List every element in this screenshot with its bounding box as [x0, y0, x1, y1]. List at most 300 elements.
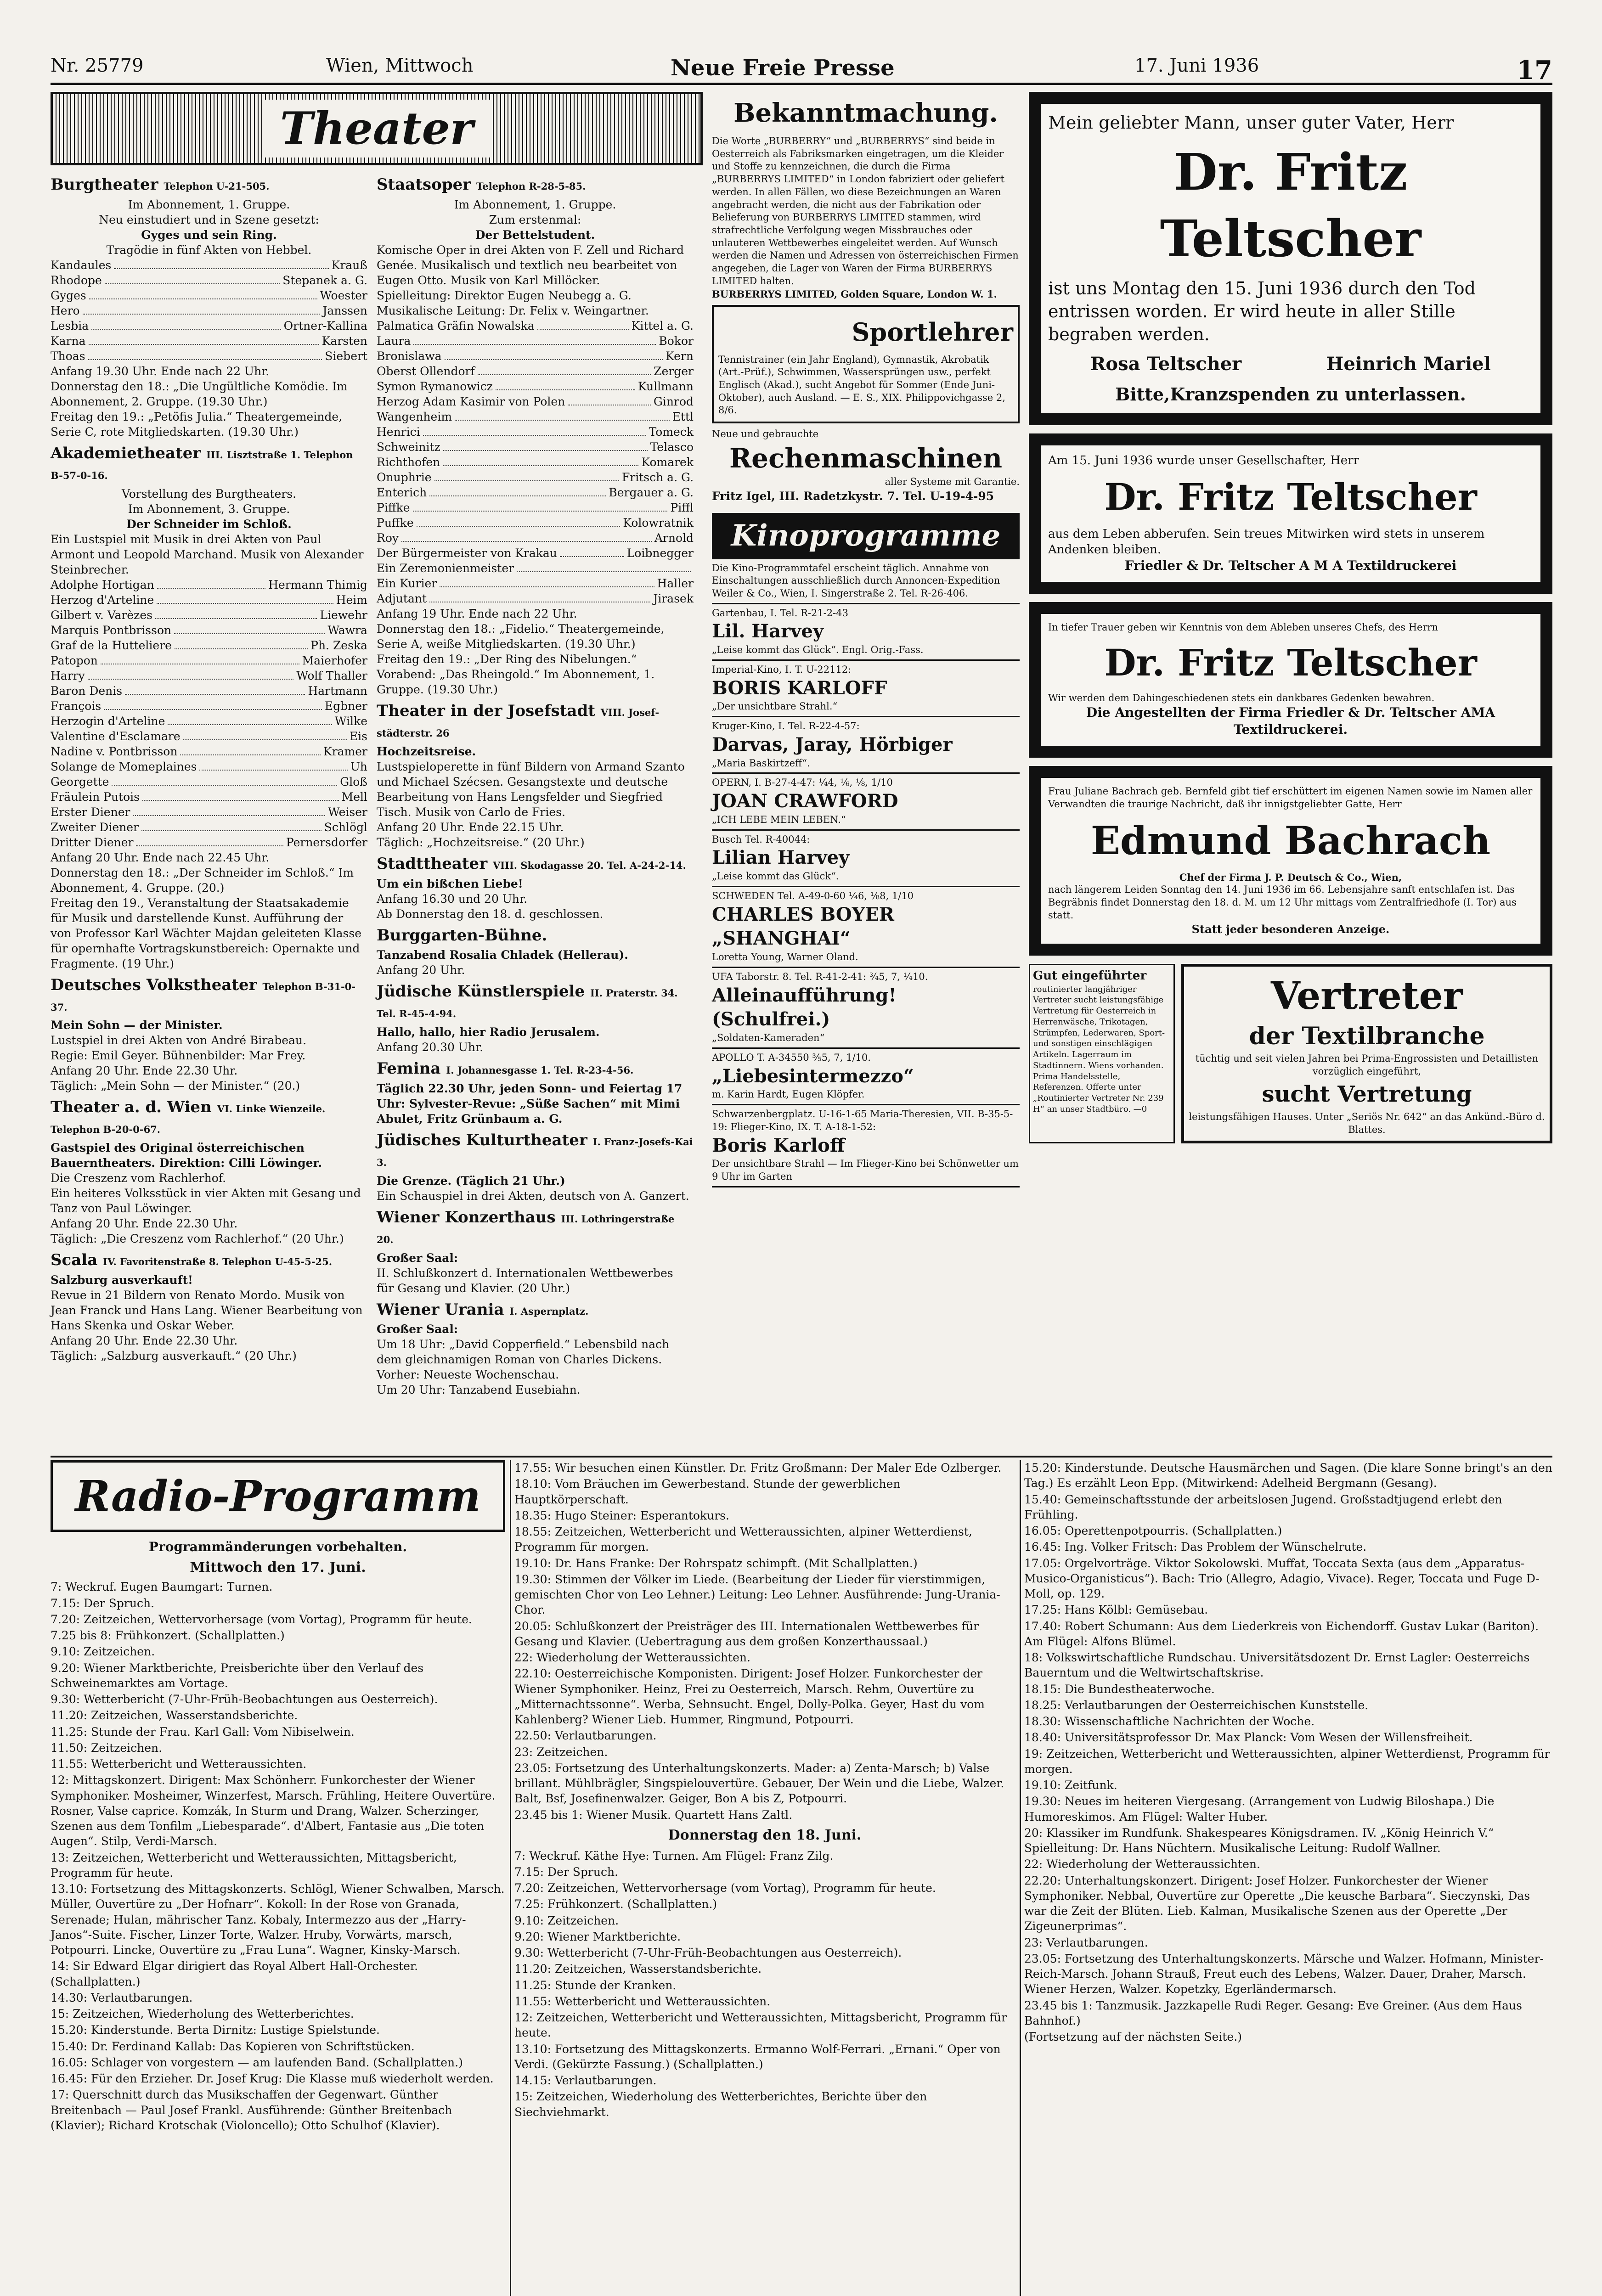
- radio-item: 18.30: Wissenschaftliche Nachrichten der Woche.: [1024, 1715, 1315, 1728]
- volkstheater-block: [51, 975, 367, 1094]
- radio-item: 17.25: Hans Kölbl: Gemüsebau.: [1024, 1603, 1208, 1617]
- text-line: Anfang 20 Uhr. Ende nach 22.45 Uhr.: [51, 850, 270, 864]
- radio-column-2: [514, 1460, 1015, 2296]
- cast-role: Herzog Adam Kasimir von Polen: [377, 394, 565, 408]
- dot-leader: [199, 759, 347, 771]
- dot-leader: [434, 470, 619, 481]
- text-line: Ein Lustspiel mit Musik in drei Akten von Paul Armont und Leopold Marchand. Musik von Alexander Steinbrecher.: [51, 532, 364, 576]
- cast-actor: Hartmann: [308, 684, 367, 698]
- cast-row: [377, 333, 694, 349]
- cast-row: [51, 653, 367, 668]
- cast-role: Kandaules: [51, 258, 112, 272]
- cast-row: [51, 744, 367, 759]
- venue-tel: VIII. Josefstädterstr. 26: [377, 706, 660, 739]
- stadttheater-block: [377, 854, 694, 922]
- theater-header: Theater: [51, 92, 703, 165]
- dot-leader: [455, 409, 670, 421]
- cast-role: Schweinitz: [377, 440, 440, 454]
- radio-item: 9.10: Zeitzeichen.: [514, 1913, 619, 1927]
- dot-leader: [174, 623, 325, 634]
- dot-leader: [440, 576, 654, 587]
- radio-day-thursday: Donnerstag den 18. Juni.: [668, 1827, 862, 1843]
- cast-role: Der Bürgermeister von Krakau: [377, 546, 557, 560]
- venue-tel: VIII. Skodagasse 20. Tel. A-24-2-14.: [492, 859, 686, 871]
- burgtheater-cast: [51, 258, 367, 364]
- radio-item: 7: Weckruf. Eugen Baumgart: Turnen.: [51, 1580, 273, 1594]
- dot-leader: [568, 394, 651, 405]
- venue-tel: I. Franz-Josefs-Kai 3.: [377, 1136, 693, 1168]
- venue-title: [377, 981, 694, 1023]
- cast-role: Wangenheim: [377, 410, 452, 423]
- radio-item: 23.45 bis 1: Tanzmusik. Jazzkapelle Rudi Reger. Gesang: Eve Greiner. (Aus dem Haus Bahnhof.): [1024, 1998, 1522, 2027]
- radio-item: 11.50: Zeitzeichen.: [51, 1741, 163, 1755]
- kino-film-title: CHARLES BOYER „SHANGHAI“: [712, 903, 895, 950]
- cast-role: Baron Denis: [51, 684, 123, 698]
- cast-row: [51, 774, 367, 789]
- cast-role: Lesbia: [51, 319, 89, 332]
- cast-row: [51, 835, 367, 850]
- dot-leader: [180, 744, 321, 755]
- akademie-title: Akademietheater III. Lisztstraße 1. Telephon B-57-0-16.: [51, 444, 353, 481]
- cast-actor: Schlögl: [324, 820, 367, 834]
- radio-item: 7.20: Zeitzeichen, Wettervorhersage (vom Vortag), Programm für heute.: [514, 1881, 936, 1895]
- dot-leader: [413, 333, 656, 345]
- cast-row: [51, 638, 367, 653]
- cast-role: Hero: [51, 304, 80, 317]
- kino-film-title: BORIS KARLOFF: [712, 677, 887, 699]
- akademie-cast: [51, 577, 367, 850]
- job-text: routinierter langjähriger Vertreter sucht leistungsfähige Vertretung für Oesterreich in Herrenwäsche, Trikotagen, Strümpfen, Lederwaren, Sport- und sonstigen einschlägigen Artikeln. Lagerraum im Stadtinnern. Wiens vorhanden. Prima Handelsstelle, Referenzen. Offerte unter „Routinierter Vertreter Nr. 239 H“ an unser Stadtbüro. —0: [1033, 984, 1165, 1114]
- cast-row: [377, 394, 694, 409]
- notice-intro: Am 15. Juni 1936 wurde unser Gesellschafter, Herr: [1048, 453, 1359, 467]
- radio-item: 18.25: Verlautbarungen der Oesterreichischen Kunststelle.: [1024, 1698, 1369, 1712]
- text-line: Anfang 20 Uhr. Ende 22.30 Uhr.: [51, 1064, 238, 1078]
- kino-extra: „Soldaten-Kameraden“: [712, 1032, 825, 1044]
- cast-actor: Ettl: [672, 410, 694, 423]
- text-line: Um ein bißchen Liebe!: [377, 877, 523, 890]
- death-notice-2: [1029, 433, 1552, 594]
- theater-section: [51, 92, 703, 1451]
- text-line: Um 20 Uhr: Tanzabend Eusebiahn.: [377, 1383, 581, 1397]
- cast-role: Valentine d'Esclamare: [51, 729, 181, 743]
- kino-cinema: OPERN, I. B-27-4-47: ¼4, ⅙, ⅛, 1/10: [712, 777, 893, 788]
- cast-row: [377, 530, 694, 546]
- page-number: 17: [1517, 55, 1552, 85]
- cast-actor: Arnold: [654, 531, 694, 545]
- radio-item: 19: Zeitzeichen, Wetterbericht und Wetteraussichten, alpiner Wetterdienst, Programm für morgen.: [1024, 1747, 1550, 1776]
- kino-film-title: Lil. Harvey: [712, 620, 824, 642]
- radio-item: 15.20: Kinderstunde. Berta Dirnitz: Lustige Spielstunde.: [51, 2023, 380, 2037]
- text-line: Die Creszenz vom Rachlerhof.: [51, 1171, 226, 1185]
- radio-item: 11.25: Stunde der Kranken.: [514, 1978, 677, 1992]
- bekanntmachung-signature: BURBERRYS LIMITED, Golden Square, London W. 1.: [712, 288, 997, 300]
- text-line: Donnerstag den 18.: „Fidelio.“ Theatergemeinde, Serie A, weiße Mitgliedskarten. (19.30 Uhr.): [377, 622, 665, 651]
- cast-actor: Jirasek: [653, 591, 694, 605]
- radio-item: 17.40: Robert Schumann: Aus dem Liederkreis von Eichendorff. Gustav Lukar (Bariton). Am Flügel: Alfons Blümel.: [1024, 1619, 1539, 1648]
- burgtheater-title: Burgtheater Telephon U-21-505.: [51, 175, 270, 194]
- dot-leader: [168, 714, 332, 725]
- scala-block: [51, 1250, 367, 1363]
- kino-entry: [712, 1049, 1020, 1105]
- kino-extra: Der unsichtbare Strahl — Im Flieger-Kino bei Schönwetter um 9 Uhr im Garten: [712, 1158, 1019, 1182]
- cast-row: [377, 424, 694, 439]
- play-title: Der Schneider im Schloß.: [126, 517, 292, 531]
- text-line: Ein Schauspiel in drei Akten, deutsch von A. Ganzert.: [377, 1189, 689, 1203]
- radio-item: 12: Mittagskonzert. Dirigent: Max Schönherr. Funkorchester der Wiener Symphoniker. Mosheimer, Winzerfest, Marsch. Frühling, Heitere Ouvertüre. Rosner, Valse caprice. Komzák, In Sturm und Drang, Walzer. Scherzinger, Szenen aus dem Tonfilm „Liebesparade“. d'Albert, Fantasie aus „Die toten Augen“. Stilp, Verdi-Marsch.: [51, 1773, 496, 1848]
- radio-subtitle: Programmänderungen vorbehalten.: [148, 1539, 407, 1555]
- radio-item: 13.10: Fortsetzung des Mittagskonzerts. Ermanno Wolf-Ferrari. „Ernani.“ Oper von Verdi. (Gekürzte Fassung.) (Schallplatten.): [514, 2042, 1001, 2071]
- text-line: Täglich: „Hochzeitsreise.“ (20 Uhr.): [377, 835, 585, 849]
- cast-row: [51, 683, 367, 698]
- notice-note: Bitte,Kranzspenden zu unterlassen.: [1115, 383, 1466, 405]
- cast-role: Herzog d'Arteline: [51, 593, 154, 607]
- cast-role: Dritter Diener: [51, 835, 134, 849]
- text-line: Täglich: „Die Creszenz vom Rachlerhof.“ (20 Uhr.): [51, 1232, 344, 1246]
- cast-row: [377, 500, 694, 515]
- text-line: Tanzabend Rosalia Chladek (Hellerau).: [377, 948, 628, 962]
- cast-row: [377, 546, 694, 561]
- dot-leader: [478, 364, 651, 375]
- kino-entry: [712, 661, 1020, 717]
- akademie-footer: [51, 850, 367, 971]
- staatsoper-footer: [377, 606, 694, 697]
- cast-role: Roy: [377, 531, 399, 545]
- cast-actor: Ginrod: [653, 394, 694, 408]
- radio-item: 11.25: Stunde der Frau. Karl Gall: Vom Nibiselwein.: [51, 1725, 355, 1739]
- cast-role: Palmatica Gräfin Nowalska: [377, 319, 535, 332]
- kino-entry: [712, 831, 1020, 887]
- radio-item: 23.05: Fortsetzung des Unterhaltungskonzerts. Märsche und Walzer. Hofmann, Minister-Reich-Marsch. Johann Strauß, Freut euch des Lebens, Walzer. Dauer, Draher, Marsch. Wiener Herzen, Walzer. Kopetzky, Egerländermarsch.: [1024, 1952, 1544, 1996]
- rechen-address: Fritz Igel, III. Radetzkystr. 7. Tel. U-19-4-95: [712, 490, 994, 503]
- vertreter-title: Vertreter: [1271, 974, 1463, 1019]
- text-line: Freitag den 19.: „Der Ring des Nibelungen.“ Vorabend: „Das Rheingold.“ Im Abonnement, 1. Gruppe. (19.30 Uhr.): [377, 652, 655, 696]
- radio-header: Radio-Programm: [51, 1460, 505, 1532]
- radio-item: 16.45: Für den Erzieher. Dr. Josef Krug: Die Klasse muß wiederholt werden.: [51, 2072, 494, 2086]
- text-line: Anfang 19 Uhr. Ende nach 22 Uhr.: [377, 607, 577, 620]
- dot-leader: [496, 379, 635, 390]
- cast-actor: Telasco: [650, 440, 694, 454]
- radio-item: 15: Zeitzeichen, Wiederholung des Wetterberichtes.: [51, 2007, 354, 2021]
- radio-item: 17.05: Orgelvorträge. Viktor Sokolowski. Muffat, Toccata Sexta (aus dem „Apparatus-Musico-Organisticus“). Bach: Trio (Allegro, Adagio, Vivace). Reger, Toccata und Fuge D-Moll, op. 129.: [1024, 1556, 1540, 1600]
- radio-item: 19.10: Dr. Hans Franke: Der Rohrspatz schimpft. (Mit Schallplatten.): [514, 1556, 918, 1570]
- cast-row: [377, 379, 694, 394]
- radio-item: 15.40: Dr. Ferdinand Kallab: Das Kopieren von Schriftstücken.: [51, 2039, 415, 2053]
- venue-title: [377, 925, 694, 946]
- cast-actor: Piffl: [670, 501, 694, 514]
- cast-role: Fräulein Putois: [51, 790, 140, 804]
- konzerthaus-block: [377, 1207, 694, 1296]
- text-line: Vorstellung des Burgtheaters.: [122, 487, 296, 501]
- radio-item: 22.20: Unterhaltungskonzert. Dirigent: Josef Holzer. Funkorchester der Wiener Symphoniker. Nebbal, Ouvertüre zur Operette „Die keusche Barbara“. Sieczynski, Das war die Zeit der Blüten. Lieb. Kalman, Musikalische Szenen aus der Operette „Der Zigeunerprimas“.: [1024, 1874, 1530, 1933]
- venue-tel: IV. Favoritenstraße 8. Telephon U-45-5-25.: [103, 1256, 333, 1268]
- radio-item: 16.45: Ing. Volker Fritsch: Das Problem der Wünschelrute.: [1024, 1540, 1367, 1554]
- cast-row: [377, 409, 694, 424]
- cast-actor: Mell: [341, 790, 367, 804]
- radio-item: 15.20: Kinderstunde. Deutsche Hausmärchen und Sagen. (Die klare Sonne bringt's an den Tag.) Es erzählt Leon Epp. (Mitwirkend: Adelheid Bergmann (Gesang).: [1024, 1461, 1553, 1490]
- notice-signature: Heinrich Mariel: [1326, 353, 1491, 375]
- text-line: Salzburg ausverkauft!: [51, 1273, 193, 1287]
- kino-cinema: UFA Taborstr. 8. Tel. R-41-2-41: ¾5, 7, ¼10.: [712, 971, 928, 982]
- radio-item: 7.25: Frühkonzert. (Schallplatten.): [514, 1897, 717, 1911]
- radio-item: 7.20: Zeitzeichen, Wettervorhersage (vom Vortag), Programm für heute.: [51, 1612, 472, 1626]
- kino-film-title: Lilian Harvey: [712, 847, 850, 869]
- cast-row: [51, 349, 367, 364]
- text-line: Anfang 20.30 Uhr.: [377, 1041, 484, 1054]
- text-line: Ein heiteres Volksstück in vier Akten mit Gesang und Tanz von Paul Löwinger.: [51, 1187, 361, 1216]
- column-rule: [1020, 1460, 1021, 2296]
- burgtheater-footer: [51, 364, 367, 439]
- cast-actor: Zerger: [654, 364, 694, 378]
- radio-item: 7.15: Der Spruch.: [514, 1865, 619, 1879]
- radio-item: 9.20: Wiener Marktberichte.: [514, 1930, 681, 1943]
- kino-film-title: Darvas, Jaray, Hörbiger: [712, 733, 953, 755]
- dot-leader: [401, 530, 652, 542]
- radio-item: 9.30: Wetterbericht (7-Uhr-Früh-Beobachtungen aus Oesterreich).: [51, 1693, 438, 1706]
- cast-role: Richthofen: [377, 455, 440, 469]
- dot-leader: [136, 835, 283, 846]
- kino-extra: „Leise kommt das Glück“. Engl. Orig.-Fass.: [712, 644, 924, 656]
- cast-actor: Woester: [320, 288, 367, 302]
- notice-text: nach längerem Leiden Sonntag den 14. Juni 1936 im 66. Lebensjahre sanft entschlafen ist. Das Begräbnis findet Donnerstag den 18. d. M. um 12 Uhr mittags vom Zentralfriedhofe (I. Tor) aus statt.: [1048, 884, 1517, 921]
- cast-role: Solange de Momeplaines: [51, 760, 197, 773]
- kino-film-title: Alleinaufführung! (Schulfrei.): [712, 984, 897, 1030]
- text-line: Im Abonnement, 1. Gruppe.: [128, 197, 290, 211]
- radio-item: 16.05: Operettenpotpourris. (Schallplatten.): [1024, 1524, 1282, 1537]
- cast-role: Karna: [51, 334, 86, 348]
- kino-extra: Loretta Young, Warner Oland.: [712, 951, 858, 963]
- dot-leader: [89, 333, 319, 345]
- radio-item: 23.45 bis 1: Wiener Musik. Quartett Hans Zaltl.: [514, 1808, 793, 1822]
- cast-role: Laura: [377, 334, 411, 348]
- cast-actor: Kern: [666, 349, 694, 363]
- kino-cinema: SCHWEDEN Tel. A-49-0-60 ¼6, ⅛8, 1/10: [712, 890, 914, 901]
- theater-right-column: [377, 171, 694, 1397]
- job-ads-row: [1029, 964, 1552, 1143]
- text-line: Täglich 22.30 Uhr, jeden Sonn- und Feiertag 17 Uhr: Sylvester-Revue: „Süße Sachen“ mit Mimi Abulet, Fritz Grünbaum a. G.: [377, 1082, 683, 1125]
- radio-item: 15: Zeitzeichen, Wiederholung des Wetterberichtes, Berichte über den Siechviehmarkt.: [514, 2090, 927, 2119]
- cast-row: [51, 258, 367, 273]
- text-line: Die Grenze. (Täglich 21 Uhr.): [377, 1174, 565, 1187]
- cast-row: [51, 273, 367, 288]
- venue-name: Theater in der Josefstadt: [377, 701, 595, 720]
- radio-item: 11.20: Zeitzeichen, Wasserstandsberichte.: [514, 1962, 762, 1976]
- kino-header: Kinoprogramme: [712, 513, 1020, 559]
- cast-actor: Hermann Thimig: [268, 578, 367, 591]
- kino-entry: [712, 774, 1020, 830]
- cast-role: Gyges: [51, 288, 86, 302]
- text-line: Großer Saal:: [377, 1322, 458, 1336]
- dot-leader: [101, 653, 299, 664]
- cast-actor: Bokor: [659, 334, 694, 348]
- dot-leader: [443, 455, 638, 466]
- notice-signature: Friedler & Dr. Teltscher A M A Textildruckerei: [1124, 558, 1457, 574]
- dot-leader: [413, 500, 668, 512]
- text-line: Freitag den 19., Veranstaltung der Staatsakademie für Musik und darstellende Kunst. Aufführung der von Professor Karl Wächter Majdan geleiteten Klasse für opernhafte Vortragskunstbereich: Opernakte und Fragmente. (19 Uhr.): [51, 896, 362, 970]
- radio-item: 16.05: Schlager von vorgestern — am laufenden Band. (Schallplatten.): [51, 2055, 463, 2069]
- dot-leader: [175, 638, 308, 649]
- text-line: Freitag den 19.: „Petöfis Julia.“ Theatergemeinde, Serie C, rote Mitgliedskarten. (19.30 Uhr.): [51, 410, 343, 439]
- cast-actor: Loibnegger: [626, 546, 694, 560]
- radio-item: 14: Sir Edward Elgar dirigiert das Royal Albert Hall-Orchester. (Schallplatten.): [51, 1959, 418, 1988]
- venue-title: [51, 975, 367, 1016]
- radio-item: 7.15: Der Spruch.: [51, 1596, 155, 1610]
- cast-row: [51, 668, 367, 683]
- kino-entry: [712, 604, 1020, 661]
- sportlehrer-text: Tennistrainer (ein Jahr England), Gymnastik, Akrobatik (Art.-Prüf.), Schwimmen, Wassersprüngen usw., perfekt Englisch (Akad.), sucht Angebot für Sommer (Ende Juni-Oktober), auch Ausland. — E. S., XIX. Philippovichgasse 2, 8/6.: [718, 354, 1005, 416]
- text-line: Donnerstag den 18.: „Der Schneider im Schloß.“ Im Abonnement, 4. Gruppe. (20.): [51, 866, 354, 895]
- venue-tel: II. Praterstr. 34. Tel. R-45-4-94.: [377, 987, 678, 1020]
- radio-item: 20.05: Schlußkonzert der Preisträger des III. Internationalen Wettbewerbes für Gesang und Klavier. (Uebertragung aus dem großen Konzerthaussaal.): [514, 1619, 979, 1648]
- kino-intro: Die Kino-Programmtafel erscheint täglich. Annahme von Einschaltungen ausschließlich durch Annoncen-Expedition Weiler & Co., Wien, I. Singerstraße 2. Tel. R-26-406.: [712, 559, 1020, 604]
- radio-item: 18.10: Vom Bräuchen im Gewerbestand. Stunde der gewerblichen Hauptkörperschaft.: [514, 1477, 901, 1506]
- dot-leader: [429, 591, 650, 602]
- notice-name: Dr. Fritz Teltscher: [1160, 142, 1421, 269]
- dot-leader: [429, 485, 606, 496]
- job-ad: [1029, 964, 1175, 1143]
- radio-item: 7: Weckruf. Käthe Hye: Turnen. Am Flügel: Franz Zilg.: [514, 1849, 834, 1863]
- theater-an-der-wien-block: [51, 1097, 367, 1246]
- radio-item: (Fortsetzung auf der nächsten Seite.): [1024, 2030, 1242, 2043]
- venue-name: Wiener Konzerthaus: [377, 1208, 556, 1227]
- dot-leader: [560, 546, 624, 557]
- cast-actor: Gloß: [340, 775, 367, 788]
- cast-role: Zweiter Diener: [51, 820, 139, 834]
- cast-actor: Uh: [350, 760, 367, 773]
- kino-cinema: Busch Tel. R-40044:: [712, 833, 810, 845]
- death-notice-4: [1029, 766, 1552, 956]
- radio-day-wednesday: Mittwoch den 17. Juni.: [190, 1559, 366, 1576]
- cast-row: [51, 608, 367, 623]
- cast-actor: Liewehr: [320, 608, 367, 622]
- venue-tel: VI. Linke Wienzeile. Telephon B-20-0-67.: [51, 1103, 326, 1136]
- radio-item: 22: Wiederholung der Wetteraussichten.: [1024, 1857, 1260, 1871]
- cast-role: Harry: [51, 669, 85, 682]
- cast-actor: Weiser: [327, 805, 367, 819]
- cast-actor: Haller: [657, 576, 694, 590]
- cast-role: Onuphrie: [377, 470, 432, 484]
- text-line: Im Abonnement, 3. Gruppe.: [128, 502, 290, 516]
- death-notice-1: [1029, 92, 1552, 425]
- radio-item: 13.10: Fortsetzung des Mittagskonzerts. Schlögl, Wiener Schwalben, Marsch. Müller, Ouvertüre zu „Der Hofnarr“. Kokoll: In der Rose von Granada, Serenade; Hulan, mährischer Tanz. Kobaly, Intermezzo aus der „Harry-Janos“-Suite. Fischer, Linzer Torte, Walzer. Hruby, Vorwärts, marsch, Potpourri. Lincke, Ouvertüre zu „Frau Luna“. Wagner, Kinsky-Marsch.: [51, 1882, 505, 1957]
- cast-actor: Kolowratnik: [623, 516, 694, 529]
- dot-leader: [91, 318, 281, 330]
- cast-row: [51, 805, 367, 820]
- cast-role: Henrici: [377, 425, 420, 439]
- cast-row: [51, 318, 367, 333]
- venue-tel: Telephon B-31-0-37.: [51, 980, 356, 1013]
- notice-text: Wir werden dem Dahingeschiedenen stets ein dankbares Gedenken bewahren.: [1048, 692, 1435, 703]
- cast-role: Ein Zeremonienmeister: [377, 561, 514, 575]
- bekanntmachung-text: Die Worte „BURBERRY“ und „BURBERRYS“ sind beide in Oesterreich als Fabriksmarken eingetragen, um die Kleider und Stoffe zu kennzeichnen, die durch die Firma „BURBERRYS LIMITED“ in London fabriziert oder geliefert werden. In allen Fällen, wo diese Bezeichnungen an Waren angebracht werden, die nicht aus der Fabrikation oder Belieferung von BURBERRYS LIMITED stammen, wird strafrechtliche Verfolgung wegen Missbrauches oder unlauteren Wettbewerbes eingeleitet werden. Auf Wunsch werden die Namen und Adressen von österreichischen Firmen angegeben, die Lager von Waren der Firma BURBERRYS LIMITED halten.: [712, 135, 1019, 287]
- cast-row: [377, 515, 694, 530]
- radio-item: 9.10: Zeitzeichen.: [51, 1645, 155, 1659]
- dot-leader: [125, 683, 305, 695]
- bekanntmachung-title: Bekanntmachung.: [733, 98, 998, 128]
- cast-actor: Kittel a. G.: [631, 319, 694, 332]
- cast-row: [377, 455, 694, 470]
- radio-item: 9.30: Wetterbericht (7-Uhr-Früh-Beobachtungen aus Oesterreich).: [514, 1946, 902, 1960]
- venue-tel: I. Johannesgasse 1. Tel. R-23-4-56.: [446, 1064, 634, 1076]
- cast-row: [51, 288, 367, 303]
- dot-leader: [537, 318, 629, 330]
- theater-left-column: [51, 171, 367, 1397]
- text-line: Täglich: „Mein Sohn — der Minister.“ (20.): [51, 1079, 300, 1093]
- cast-role: Erster Diener: [51, 805, 130, 819]
- radio-item: 18.40: Universitätsprofessor Dr. Max Planck: Vom Wesen der Willensfreiheit.: [1024, 1731, 1473, 1745]
- radio-item: 23.05: Fortsetzung des Unterhaltungskonzerts. Mader: a) Zenta-Marsch; b) Valse brillant. Mühlbrägler, Singspielouvertüre. Gebauer, Der Wein und die Liebe, Walzer. Balt, Bsf, Josefinenwalzer. Geiger, Bon A bis Z, Potpourri.: [514, 1761, 1004, 1806]
- dot-leader: [105, 273, 280, 284]
- cast-actor: Siebert: [325, 349, 367, 363]
- radio-item: 18.35: Hugo Steiner: Esperantokurs.: [514, 1508, 729, 1522]
- dot-leader: [445, 349, 663, 360]
- dot-leader: [155, 608, 317, 619]
- staatsoper-cast: [377, 318, 694, 606]
- job-title: Gut eingeführter: [1033, 969, 1147, 983]
- venue-name: Femina: [377, 1059, 441, 1078]
- cast-role: Adolphe Hortigan: [51, 578, 154, 591]
- radio-item: 12: Zeitzeichen, Wetterbericht und Wetteraussichten, Mittagsbericht, Programm für heute.: [514, 2011, 1007, 2040]
- cast-role: Bronislawa: [377, 349, 442, 363]
- burggarten-block: [377, 925, 694, 978]
- notice-intro: In tiefer Trauer geben wir Kenntnis von dem Ableben unseres Chefs, des Herrn: [1048, 622, 1438, 633]
- kino-entry: [712, 968, 1020, 1049]
- dot-leader: [88, 668, 294, 680]
- cast-role: Symon Rymanowicz: [377, 379, 493, 393]
- cast-role: Marquis Pontbrisson: [51, 623, 172, 637]
- dot-leader: [112, 774, 337, 786]
- radio-item: 22.10: Oesterreichische Komponisten. Dirigent: Josef Holzer. Funkorchester der Wiener Symphoniker. Heinz, Frei zu Oesterreich, Marsch. Rehm, Ouvertüre zu „Mitternachtssonne“. Werba, Sehnsucht. Engel, Dolly-Polka. Geyer, Hast du vom Kahlenberg? Wiener Lieb. Hummer, Ringmund, Potpourri.: [514, 1667, 985, 1726]
- notice-text: ist uns Montag den 15. Juni 1936 durch den Tod entrissen worden. Er wird heute in aller Stille begraben werden.: [1048, 278, 1476, 344]
- venue-title: [377, 1058, 694, 1079]
- cast-role: Thoas: [51, 349, 85, 363]
- cast-row: [51, 577, 367, 592]
- femina-block: [377, 1058, 694, 1126]
- venue-title: [51, 1097, 367, 1138]
- radio-item: 18.55: Zeitzeichen, Wetterbericht und Wetteraussichten, alpiner Wetterdienst, Programm für morgen.: [514, 1525, 972, 1554]
- notice-note: Statt jeder besonderen Anzeige.: [1191, 922, 1390, 936]
- text-line: Mein Sohn — der Minister.: [51, 1019, 223, 1032]
- text-line: Lustspieloperette in fünf Bildern von Armand Szanto und Michael Szécsen. Gesangstexte und deutsche Bearbeitung von Hans Lengsfelder und Siegfried Tisch. Musik von Carlo de Fries.: [377, 760, 685, 819]
- venue-title: [377, 1300, 694, 1320]
- radio-item: 23: Verlautbarungen.: [1024, 1936, 1148, 1949]
- radio-item: 11.20: Zeitzeichen, Wasserstandsberichte.: [51, 1709, 298, 1722]
- cast-role: Herzogin d'Arteline: [51, 714, 165, 728]
- city-day: Wien, Mittwoch: [326, 55, 474, 76]
- cast-role: Ein Kurier: [377, 576, 437, 590]
- text-line: Revue in 21 Bildern von Renato Mordo. Musik von Jean Franck und Hans Lang. Wiener Bearbeitung von Hans Skenka und Oskar Weber.: [51, 1289, 363, 1332]
- issue-number: Nr. 25779: [51, 55, 144, 76]
- text-line: Regie: Emil Geyer. Bühnenbilder: Mar Frey.: [51, 1049, 306, 1063]
- dot-leader: [114, 258, 328, 269]
- dot-leader: [423, 424, 646, 436]
- kino-extra: „ICH LEBE MEIN LEBEN.“: [712, 814, 846, 825]
- text-line: Donnerstag den 18.: „Die Ungültliche Komödie. Im Abonnement, 2. Gruppe. (19.30 Uhr.): [51, 379, 348, 408]
- masthead: [51, 51, 1552, 85]
- text-line: Täglich: „Salzburg ausverkauft.“ (20 Uhr.): [51, 1349, 297, 1362]
- venue-name: Deutsches Volkstheater: [51, 975, 257, 994]
- cast-row: [377, 485, 694, 500]
- radio-item: 18.15: Die Bundestheaterwoche.: [1024, 1682, 1215, 1696]
- cast-actor: Wolf Thaller: [296, 669, 367, 682]
- kino-extra: „Maria Baskirtzeff“.: [712, 757, 810, 769]
- radio-column-3: [1024, 1460, 1552, 2296]
- kino-entry: [712, 717, 1020, 774]
- kino-entry: [712, 887, 1020, 968]
- cast-row: [377, 470, 694, 485]
- dot-leader: [517, 561, 691, 572]
- cast-actor: Komarek: [641, 455, 694, 469]
- venue-name: Burggarten-Bühne.: [377, 926, 547, 945]
